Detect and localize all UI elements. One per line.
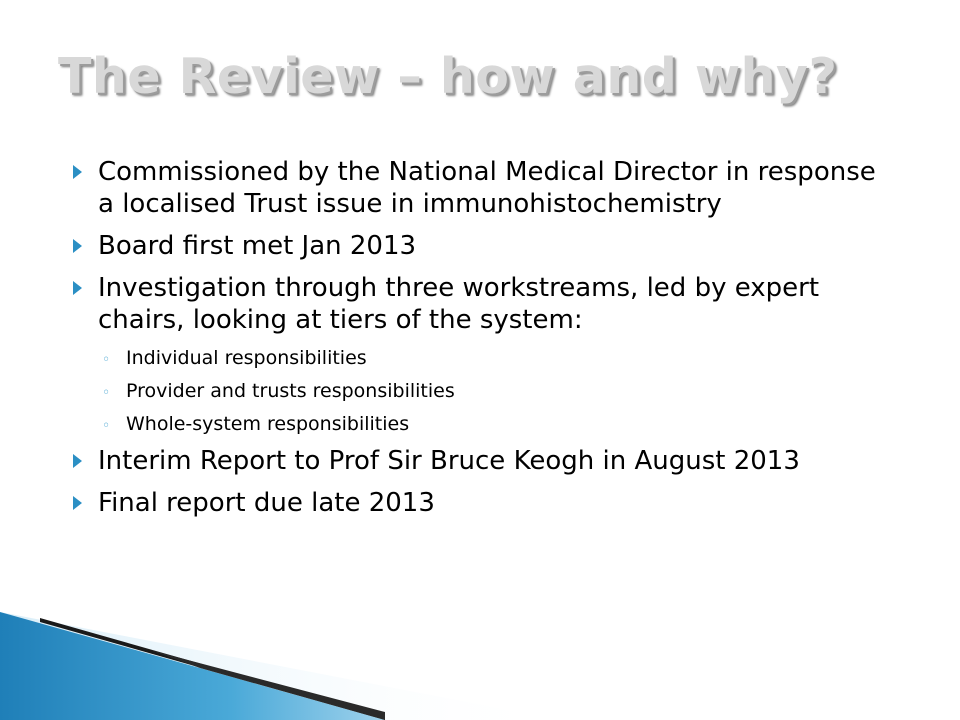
triangle-bullet-icon (73, 239, 82, 253)
triangle-bullet-icon (73, 496, 82, 510)
sub-bullet-text: Provider and trusts responsibilities (126, 380, 455, 402)
circle-bullet-icon: ◦ (102, 385, 111, 401)
sub-bullet-item (70, 379, 890, 403)
bullet-item (70, 230, 890, 262)
bullet-list (70, 156, 890, 529)
bullet-item (70, 272, 890, 336)
triangle-bullet-icon (73, 165, 82, 179)
slide-title: The Review – how and why? (58, 48, 838, 105)
bullet-item (70, 487, 890, 519)
bullet-text: Board first met Jan 2013 (98, 231, 417, 261)
triangle-bullet-icon (73, 281, 82, 295)
bullet-item (70, 445, 890, 477)
bullet-item (70, 156, 890, 220)
bullet-text: Final report due late 2013 (98, 488, 435, 518)
sub-bullet-item (70, 346, 890, 370)
bullet-text: Interim Report to Prof Sir Bruce Keogh in August 2013 (98, 446, 800, 476)
bullet-text: Commissioned by the National Medical Director in response a localised Trust issue in immunohistochemistry (98, 157, 876, 219)
circle-bullet-icon: ◦ (102, 352, 111, 368)
sub-bullet-item (70, 412, 890, 436)
sub-bullet-text: Whole-system responsibilities (126, 413, 410, 435)
circle-bullet-icon: ◦ (102, 418, 111, 434)
bullet-text: Investigation through three workstreams, led by expert chairs, looking at tiers of the system: (98, 273, 820, 335)
sub-bullet-text: Individual responsibilities (126, 347, 367, 369)
triangle-bullet-icon (73, 454, 82, 468)
